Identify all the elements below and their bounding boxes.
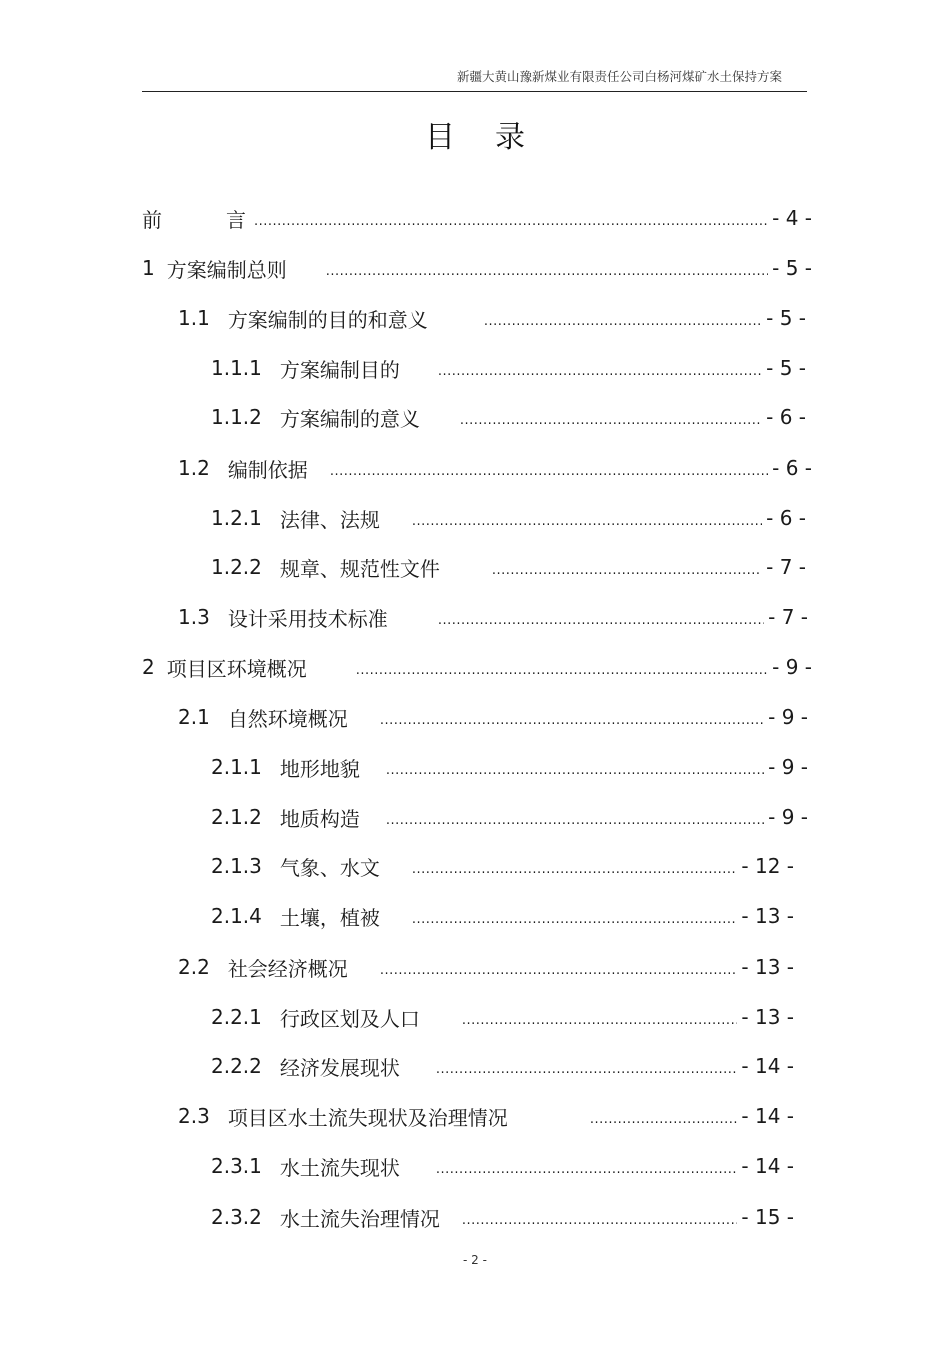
toc-entry-page: - 7 - [766, 555, 806, 579]
toc-entry-number: 2.1 [178, 705, 210, 729]
toc-leader-dots [492, 563, 762, 578]
toc-entry[interactable] [211, 752, 808, 782]
toc-entry-title: 设计采用技术标准 [227, 606, 388, 631]
toc-leader-dots [590, 1112, 738, 1127]
toc-entry-number: 1.3 [178, 605, 210, 629]
toc-leader-dots [356, 663, 768, 678]
toc-entry-title: 项目区环境概况 [166, 656, 307, 681]
toc-entry-number: 2 [142, 655, 155, 679]
toc-entry-number: 2.1.4 [211, 904, 262, 928]
toc-entry-page: - 5 - [772, 256, 812, 280]
toc-entry[interactable] [211, 402, 806, 432]
toc-leader-dots [460, 413, 762, 428]
toc-entry-title: 法律、法规 [279, 507, 380, 532]
toc-entry[interactable] [178, 952, 794, 982]
toc-entry-number: 前 [142, 207, 162, 232]
toc-entry[interactable] [211, 1002, 794, 1032]
toc-leader-dots [412, 912, 738, 927]
toc-leader-dots [462, 1213, 738, 1228]
toc-entry-page: - 13 - [741, 904, 794, 928]
toc-entry-page: - 13 - [741, 1005, 794, 1029]
toc-leader-dots [412, 514, 762, 529]
toc-entry-number: 2.1.2 [211, 805, 262, 829]
toc-entry-page: - 14 - [741, 1054, 794, 1078]
toc-entry-title: 规章、规范性文件 [279, 556, 440, 581]
toc-entry-number: 2.2.1 [211, 1005, 262, 1029]
toc-entry-page: - 6 - [772, 456, 812, 480]
toc-entry-number: 1 [142, 256, 155, 280]
toc-entry-title: 水土流失治理情况 [279, 1206, 440, 1231]
toc-entry-number: 1.1 [178, 306, 210, 330]
toc-entry-title: 方案编制目的 [279, 357, 400, 382]
toc-leader-dots [380, 713, 764, 728]
toc-leader-dots [326, 264, 768, 279]
toc-entry-title: 自然环境概况 [227, 706, 348, 731]
toc-entry[interactable] [211, 851, 794, 881]
toc-entry-page: - 12 - [741, 854, 794, 878]
toc-entry[interactable] [211, 552, 806, 582]
toc-entry-page: - 9 - [772, 655, 812, 679]
toc-entry-title: 编制依据 [227, 457, 308, 482]
toc-entry-title: 地质构造 [279, 806, 360, 831]
toc-entry-title: 项目区水土流失现状及治理情况 [227, 1105, 508, 1130]
toc-entry-number: 1.2.2 [211, 555, 262, 579]
toc-leader-dots [436, 1062, 738, 1077]
toc-entry[interactable] [178, 1101, 794, 1131]
toc-entry-page: - 13 - [741, 955, 794, 979]
toc-entry-page: - 14 - [741, 1104, 794, 1128]
toc-entry[interactable] [211, 1051, 794, 1081]
toc-entry-page: - 14 - [741, 1154, 794, 1178]
toc-leader-dots [330, 464, 768, 479]
toc-entry-title: 言 [226, 207, 246, 232]
toc-entry-title: 土壤，植被 [279, 905, 380, 930]
toc-entry[interactable] [211, 901, 794, 931]
toc-leader-dots [462, 1013, 738, 1028]
toc-entry-title: 地形地貌 [279, 756, 360, 781]
toc-entry-page: - 5 - [766, 356, 806, 380]
toc-entry-title: 水土流失现状 [279, 1155, 400, 1180]
toc-entry-page: - 7 - [768, 605, 808, 629]
toc-entry-title: 气象、水文 [279, 855, 380, 880]
toc-entry-title: 社会经济概况 [227, 956, 348, 981]
toc-entry-number: 1.1.1 [211, 356, 262, 380]
toc-entry-number: 2.1.3 [211, 854, 262, 878]
toc-entry-page: - 9 - [768, 705, 808, 729]
toc-entry-page: - 9 - [768, 805, 808, 829]
toc-entry-title: 经济发展现状 [279, 1055, 400, 1080]
toc-entry[interactable] [178, 702, 808, 732]
toc-leader-dots [386, 813, 764, 828]
toc-entry[interactable] [178, 453, 812, 483]
toc-entry-number: 2.3.1 [211, 1154, 262, 1178]
toc-entry-number: 2.1.1 [211, 755, 262, 779]
toc-entry[interactable] [211, 802, 808, 832]
toc-leader-dots [412, 862, 738, 877]
toc-entry[interactable] [211, 1202, 794, 1232]
toc-entry[interactable] [178, 602, 808, 632]
toc-entry-page: - 15 - [741, 1205, 794, 1229]
toc-entry-number: 1.2 [178, 456, 210, 480]
toc-entry-number: 2.2 [178, 955, 210, 979]
toc-entry-title: 方案编制的目的和意义 [227, 307, 428, 332]
toc-entry[interactable] [142, 253, 812, 283]
toc-entry-page: - 6 - [766, 506, 806, 530]
toc-leader-dots [438, 613, 764, 628]
toc-entry-number: 2.2.2 [211, 1054, 262, 1078]
toc-leader-dots [484, 314, 762, 329]
running-header: 新疆大黄山豫新煤业有限责任公司白杨河煤矿水土保持方案 [456, 69, 782, 84]
toc-entry-number: 1.2.1 [211, 506, 262, 530]
toc-entry[interactable] [142, 652, 812, 682]
toc-entry[interactable] [142, 203, 812, 233]
toc-entry[interactable] [211, 353, 806, 383]
toc-entry[interactable] [178, 303, 806, 333]
toc-entry[interactable] [211, 503, 806, 533]
document-title: 目录 [425, 120, 565, 155]
toc-entry[interactable] [211, 1151, 794, 1181]
toc-entry-title: 方案编制的意义 [279, 406, 420, 431]
page-number: - 2 - [463, 1253, 487, 1267]
toc-leader-dots [380, 963, 738, 978]
toc-entry-number: 2.3.2 [211, 1205, 262, 1229]
toc-leader-dots [254, 214, 768, 229]
toc-leader-dots [436, 1162, 738, 1177]
toc-entry-page: - 9 - [768, 755, 808, 779]
toc-entry-page: - 5 - [766, 306, 806, 330]
toc-entry-title: 方案编制总则 [166, 257, 287, 282]
toc-entry-page: - 6 - [766, 405, 806, 429]
toc-leader-dots [438, 364, 762, 379]
toc-leader-dots [386, 763, 764, 778]
toc-entry-number: 1.1.2 [211, 405, 262, 429]
toc-entry-number: 2.3 [178, 1104, 210, 1128]
toc-entry-page: - 4 - [772, 206, 812, 230]
toc-entry-title: 行政区划及人口 [279, 1006, 420, 1031]
